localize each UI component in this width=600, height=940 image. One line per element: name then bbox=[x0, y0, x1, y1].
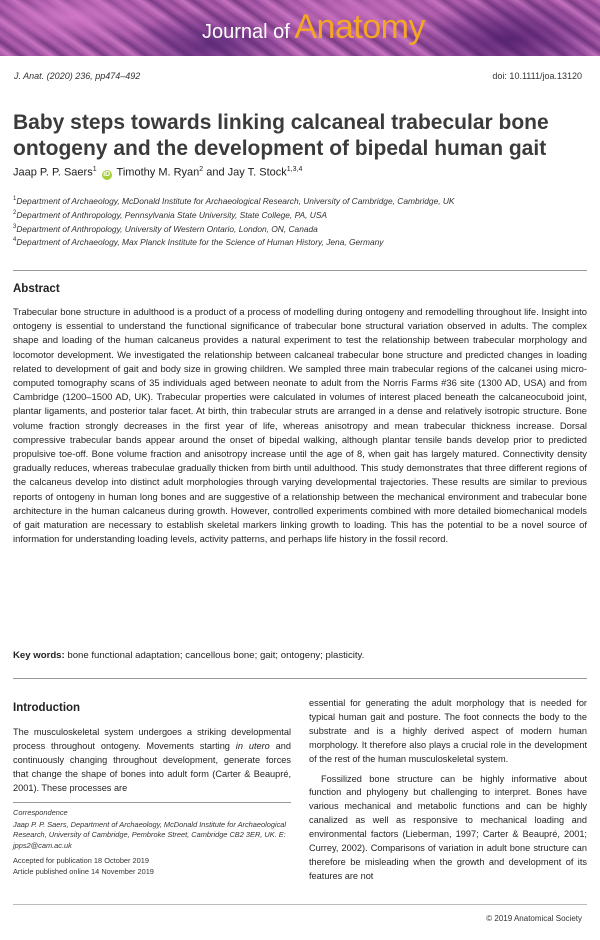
correspondence-text: Jaap P. P. Saers, Department of Archaeology, McDonald Institute for Archaeological Research, University of Cambridge, Pembroke Street, Cambridge CB2 3ER, UK. E: jpps2@cam.ac.uk bbox=[13, 819, 287, 850]
abstract-heading: Abstract bbox=[13, 283, 60, 295]
affiliation-number: 2 bbox=[13, 209, 17, 216]
author-name[interactable]: Timothy M. Ryan bbox=[116, 166, 200, 179]
footer-divider bbox=[13, 904, 587, 905]
author-affil-ref: 1 bbox=[92, 166, 97, 173]
intro-italic-text: in utero bbox=[235, 740, 270, 751]
section-divider bbox=[13, 678, 587, 679]
affiliation bbox=[13, 221, 455, 235]
affiliations bbox=[13, 193, 455, 248]
keywords bbox=[13, 650, 364, 661]
affiliation-text: Department of Anthropology, University of Western Ontario, London, ON, Canada bbox=[16, 223, 318, 234]
affiliation-text: Department of Archaeology, Max Planck Institute for the Science of Human History, Jena, Germany bbox=[16, 237, 384, 248]
intro-right-column bbox=[309, 697, 587, 884]
journal-name: Anatomy bbox=[294, 8, 425, 46]
keywords-text: bone functional adaptation; cancellous bone; gait; ontogeny; plasticity. bbox=[64, 650, 365, 661]
affiliation-number: 1 bbox=[13, 196, 17, 202]
journal-prefix: Journal of bbox=[202, 21, 290, 43]
author-affil-ref: 1,3,4 bbox=[286, 166, 303, 173]
journal-banner bbox=[0, 0, 600, 56]
intro-text: The musculoskeletal system undergoes a striking developmental process throughout ontogeny. Movements starting bbox=[13, 727, 291, 751]
article-title: Baby steps towards linking calcaneal trabecular bone ontogeny and the development of bipedal human gait bbox=[13, 111, 549, 160]
copyright: © 2019 Anatomical Society bbox=[486, 914, 582, 923]
author-name[interactable]: Jay T. Stock bbox=[227, 166, 287, 179]
author-affil-ref: 2 bbox=[199, 166, 204, 173]
affiliation bbox=[13, 207, 455, 221]
affiliation-text: Department of Anthropology, Pennsylvania State University, State College, PA, USA bbox=[16, 209, 327, 220]
intro-paragraph: essential for generating the adult morphology that is needed for typical human gait and posture. The foot connects the body to the substrate and is a highly derived aspect of modern human morphology. It therefore also plays a crucial role in the development of the rest of the human musculoskeletal system. bbox=[309, 698, 587, 764]
affiliation-number: 4 bbox=[13, 237, 17, 244]
abstract-text: Trabecular bone structure in adulthood is a product of a process of modelling during ontogeny and remodelling throughout life. Insight into ontogeny is essential to understand the functional significance of trabecular bone structural variation observed in adults. The complex shape and loading of the human calcaneus provides a natural experiment to test the relationship between trabecular morphology and locomotor development. We investigated the relationship between calcaneal trabecular bone structure and predicted changes in loading related to development of gait and body size in growing children. We sampled three main trabecular regions of the calcanei using micro-computed tomography scans of 35 individuals aged between neonate to adult from the Norris Farms #36 site (1300 AD, USA) and from Cambridge (1200–1500 AD, UK). Trabecular properties were calculated in volumes of interest placed beneath the calcaneocuboid joint, plantar ligaments, and posterior talar facet. At birth, thin trabecular struts are arranged in a dense and relatively isotropic structure. Bone volume fraction strongly decreases in the first year of life, whereas anisotropy and mean trabecular thickness increase. Dorsal compressive trabecular bands appear around the onset of bipedal walking, although plantar tensile bands develop prior to predicted propulsive toe-off. Bone volume fraction and anisotropy increase until the age of 8, when gait has largely matured. Connectivity density gradually reduces, whereas trabeculae gradually thicken from birth until adulthood. This study demonstrates that three different regions of the calcaneus develop into distinct adult morphologies through varying developmental trajectories. These results are similar to previous reports of ontogeny in human long bones and are suggestive of a relationship between the mechanical environment and trabecular bone architecture in the human calcaneus during growth. However, controlled experiments combined with more detailed biomechanical models of gait maturation are necessary to establish skeletal markers linking growth to loading. This has the potential to be a novel source of information for understanding loading levels, activity patterns, and perhaps life history in the fossil record. bbox=[13, 306, 587, 545]
journal-logo bbox=[202, 8, 425, 47]
correspondence-box bbox=[13, 808, 293, 878]
correspondence-divider bbox=[13, 802, 291, 803]
orcid-icon[interactable]: iD bbox=[103, 170, 111, 178]
affiliation bbox=[13, 193, 455, 207]
intro-left-column bbox=[13, 726, 291, 796]
doi-link[interactable]: doi: 10.1111/joa.13120 bbox=[492, 71, 582, 81]
citation: J. Anat. (2020) 236, pp474–492 bbox=[14, 71, 141, 81]
affiliation bbox=[13, 234, 455, 248]
accepted-date: Accepted for publication 18 October 2019 bbox=[13, 856, 149, 866]
intro-paragraph bbox=[13, 726, 291, 796]
affiliation-number: 3 bbox=[13, 223, 17, 230]
intro-text: and continuously changing throughout development, generate forces that change the shape of bones into adult form (Carter & Beaupré, 2001). These processes are bbox=[13, 740, 291, 793]
author-list bbox=[13, 166, 302, 180]
intro-paragraph: Fossilized bone structure can be highly informative about function and phylogeny but challenging to interpret. Bones have various mechanical and metabolic functions and can be highly canalized as well as responsive to mechanical loading and environmental factors (Lieberman, 1997; Carter & Beaupré, 2001; Currey, 2002). Comparisons of variation in adult bone structure can therefore be misleading when the growth and development of its features are not bbox=[309, 773, 587, 881]
published-date: Article published online 14 November 2019 bbox=[13, 866, 154, 876]
correspondence-label: Correspondence bbox=[13, 808, 68, 817]
introduction-heading: Introduction bbox=[13, 702, 81, 714]
keywords-label: Key words: bbox=[13, 650, 65, 661]
affiliation-text: Department of Archaeology, McDonald Institute for Archaeological Research, University of Cambridge, Cambridge, UK bbox=[16, 195, 455, 206]
author-separator: and bbox=[203, 166, 228, 179]
section-divider bbox=[13, 270, 587, 271]
author-name[interactable]: Jaap P. P. Saers bbox=[13, 166, 93, 179]
